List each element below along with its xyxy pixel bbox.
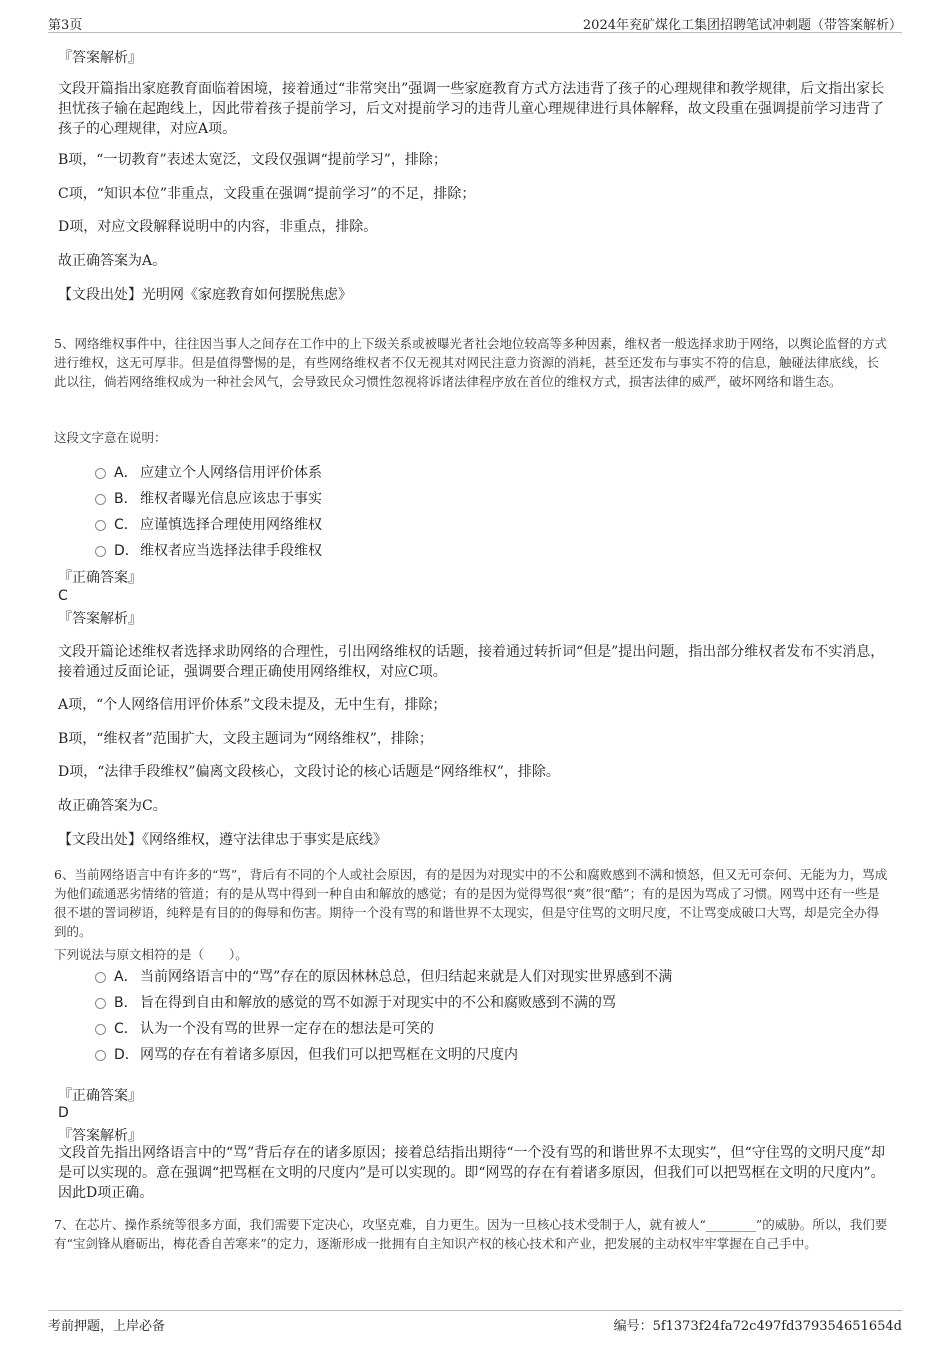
q6-analysis-label: 『答案解析』 xyxy=(58,1128,142,1144)
q6-option-b[interactable]: B． 旨在得到自由和解放的感觉的骂不如源于对现实中的不公和腐败感到不满的骂 xyxy=(95,993,616,1013)
q6-question: 下列说法与原文相符的是（ ）。 xyxy=(54,947,248,962)
radio-icon[interactable] xyxy=(95,1024,106,1035)
q5-conclusion: 故正确答案为C。 xyxy=(58,798,167,814)
radio-icon[interactable] xyxy=(95,1050,106,1061)
q4-analysis: 文段开篇指出家庭教育面临着困境，接着通过“非常突出”强调一些家庭教育方式方法违背了孩子的心理规律和教学规律，后文指出家长担忧孩子输在起跑线上，因此带着孩子提前学习，后文对提前学习的违背儿童心理规律进行具体解释，故文段重在强调提前学习违背了孩子的心理规律，对应A项。 xyxy=(58,81,885,137)
q4-conclusion: 故正确答案为A。 xyxy=(58,253,167,269)
q6-option-d[interactable]: D．网骂的存在有着诸多原因，但我们可以把骂框在文明的尺度内 xyxy=(95,1045,518,1065)
q4-option-b-explain: B项，“一切教育”表述太宽泛，文段仅强调“提前学习”，排除； xyxy=(58,152,447,168)
q5-option-a-explain: A项，“个人网络信用评价体系”文段未提及，无中生有，排除； xyxy=(58,697,447,713)
q5-stem: 5、网络维权事件中，往往因当事人之间存在工作中的上下级关系或被曝光者社会地位较高等多种因素，维权者一般选择求助于网络，以舆论监督的方式进行维权，这无可厚非。但是值得警惕的是，有些网络维权者不仅无视其对网民注意力资源的消耗，甚至还发布与事实不符的信息，触碰法律底线，长此以往，倘若网络维权成为一种社会风气，会导致民众习惯性忽视将诉诸法律程序放在首位的维权方式，损害法律的威严，破坏网络和谐生态。 xyxy=(54,336,887,389)
footer-serial: 编号：5f1373f24fa72c497fd379354651654d xyxy=(613,1319,902,1334)
document-title: 2024年兖矿煤化工集团招聘笔试冲刺题（带答案解析） xyxy=(582,18,902,33)
q5-question: 这段文字意在说明： xyxy=(54,430,167,445)
q5-option-d[interactable]: D．维权者应当选择法律手段维权 xyxy=(95,541,322,561)
q5-option-b-explain: B项，“维权者”范围扩大，文段主题词为“网络维权”，排除； xyxy=(58,731,433,747)
q6-correct-answer: D xyxy=(58,1105,69,1121)
q6-option-a[interactable]: A． 当前网络语言中的“骂”存在的原因林林总总，但归结起来就是人们对现实世界感到不满 xyxy=(95,967,672,987)
q6-stem: 6、当前网络语言中有许多的“骂”，背后有不同的个人或社会原因，有的是因为对现实中的不公和腐败感到不满和愤怒，但又无可奈何、无能为力，骂成为他们疏通恶劣情绪的管道；有的是从骂中得到一种自由和解放的感觉；有的是因为觉得骂很“爽”很“酷”；有的是因为骂成了习惯。网骂中还有一些是很不堪的詈词秽语，纯粹是有目的的侮辱和伤害。期待一个没有骂的和谐世界不太现实，但是守住骂的文明尺度，不让骂变成破口大骂，却是完全办得到的。 xyxy=(54,867,888,939)
q6-correct-label: 『正确答案』 xyxy=(58,1088,142,1104)
q6-analysis: 文段首先指出网络语言中的“骂”背后存在的诸多原因；接着总结指出期待“一个没有骂的和谐世界不太现实”，但“守住骂的文明尺度”却是可以实现的。意在强调“把骂框在文明的尺度内”是可以实现的。即“网骂的存在有着诸多原因，但我们可以把骂框在文明的尺度内”。因此D项正确。 xyxy=(58,1145,885,1201)
q4-source: 【文段出处】光明网《家庭教育如何摆脱焦虑》 xyxy=(58,287,352,303)
q5-correct-answer: C xyxy=(58,588,68,604)
footer-slogan: 考前押题，上岸必备 xyxy=(48,1319,166,1334)
q5-option-c[interactable]: C． 应谨慎选择合理使用网络维权 xyxy=(95,515,322,535)
radio-icon[interactable] xyxy=(95,494,106,505)
q4-analysis-label: 『答案解析』 xyxy=(58,50,142,66)
q4-option-d-explain: D项，对应文段解释说明中的内容，非重点，排除。 xyxy=(58,219,378,235)
radio-icon[interactable] xyxy=(95,998,106,1009)
radio-icon[interactable] xyxy=(95,520,106,531)
q5-analysis-label: 『答案解析』 xyxy=(58,611,142,627)
q7-stem: 7、在芯片、操作系统等很多方面，我们需要下定决心，攻坚克难，自力更生。因为一旦核心技术受制于人，就有被人“________”的威胁。所以，我们要有“宝剑锋从磨砺出，梅花香自苦寒来”的定力，逐渐形成一批拥有自主知识产权的核心技术和产业，把发展的主动权牢牢掌握在自己手中。 xyxy=(54,1217,888,1251)
page-footer xyxy=(48,1310,902,1335)
radio-icon[interactable] xyxy=(95,972,106,983)
q5-option-a[interactable]: A． 应建立个人网络信用评价体系 xyxy=(95,463,322,483)
page-header xyxy=(48,12,902,33)
radio-icon[interactable] xyxy=(95,468,106,479)
q5-option-b[interactable]: B． 维权者曝光信息应该忠于事实 xyxy=(95,489,322,509)
q5-option-d-explain: D项，“法律手段维权”偏离文段核心，文段讨论的核心话题是“网络维权”，排除。 xyxy=(58,764,560,780)
q5-analysis: 文段开篇论述维权者选择求助网络的合理性，引出网络维权的话题，接着通过转折词“但是”提出问题，指出部分维权者发布不实消息，接着通过反面论证，强调要合理正确使用网络维权，对应C项。 xyxy=(58,644,885,680)
radio-icon[interactable] xyxy=(95,546,106,557)
q4-option-c-explain: C项，“知识本位”非重点，文段重在强调“提前学习”的不足，排除； xyxy=(58,186,476,202)
page-number: 第3页 xyxy=(48,18,83,33)
q5-correct-label: 『正确答案』 xyxy=(58,570,142,586)
q6-option-c[interactable]: C． 认为一个没有骂的世界一定存在的想法是可笑的 xyxy=(95,1019,434,1039)
q5-source: 【文段出处】《网络维权，遵守法律忠于事实是底线》 xyxy=(58,832,387,848)
